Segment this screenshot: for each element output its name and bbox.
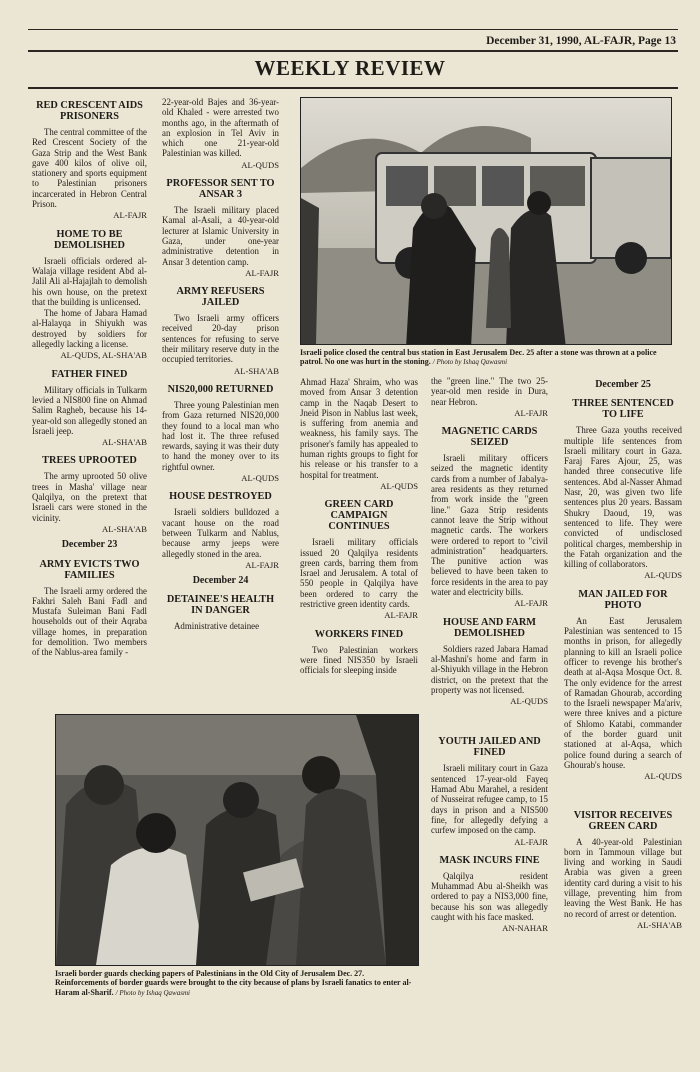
headline-three-sentenced: THREE SENTENCED TO LIFE [572,398,674,421]
article-text: The central committee of the Red Crescent Society of the Gaza Strip and the West Bank gave 400 kilos of olive oil, stationery and sports equipment to Palestinian prisoners incarcerated in Hebron Central Prison. [32,127,147,210]
source-credit: AL-FAJR [245,559,279,570]
article-text: Israeli military officers seized the magnetic identity cards from a number of Jabalya-area residents as they returned from work inside the "green line." Gaza Strip residents cannot leave the Strip without magnetic cards. The workers were ordered to report to "civil administration" headquarters. The punitive action was believed to have been taken to force residents in the area to pay water and electricity bills. [431,453,548,598]
article-text: Three young Palestinian men from Gaza returned NIS20,000 they found to a local man who had lost it. The three refused rewards, saying it was their duty to hand the money over to its rightful owner. [162,399,279,472]
border-guards-photo [55,714,419,966]
article-text: Qalqilya resident Muhammad Abu al-Sheikh was ordered to pay a NIS3,000 fine, because his son was allegedly caught with his face masked. [431,870,548,922]
article-text: The army uprooted 50 olive trees in Masha' village near Qalqilya, on the pretext that Israeli cars were stoned in the vicinity. [32,471,147,523]
border-guards-image [56,715,418,965]
bus-caption-text: Israeli police closed the central bus station in East Jerusalem Dec. 25 after a stone was thrown at a police patrol. No one was hurt in the stoning. [300,348,657,367]
article-text: The Israeli military placed Kamal al-Asali, a 40-year-old lecturer at Islamic University in Gaza, under one-year administrative detention in Ansar 3 detention camp. [162,205,279,267]
source-credit: AL-SHA'AB [637,919,682,930]
article-text: The Israeli army ordered the Fakhri Saleh Bani Fadl and Mustafa Suleiman Bani Fadl households out of their Aqraba village homes, in preparation for demolition. Two members of the Nablus-area family - [32,585,147,658]
headline-army-refusers: ARMY REFUSERS JAILED [176,286,265,309]
source-credit: AL-FAJR [384,610,418,621]
article-text: Military officials in Tulkarm levied a NIS800 fine on Ahmad Salim Ragheb, because his 14-year-old son allegedly stoned an Israeli jeep. [32,384,147,436]
date-heading: December 25 [595,379,651,390]
bus-photo-caption [300,348,672,368]
top-rule [28,29,678,30]
source-credit: AL-FAJR [113,210,147,221]
date-heading: December 24 [192,575,249,587]
article-text: Israeli military court in Gaza sentenced 17-year-old Fayeq Hamad Abu Marahel, a resident of Nusseirat refugee camp, to 15 days in prison and a NIS500 fine, for allegedly defying a curfew imposed on the camp. [431,763,548,836]
article-text: Two Palestinian workers were fined NIS350 by Israeli officials for sleeping inside [300,644,418,676]
source-credit: AL-SHA'AB [102,523,147,534]
headline-red-crescent: RED CRESCENT AIDS PRISONERS [36,100,143,122]
headline-house-farm: HOUSE AND FARM DEMOLISHED [442,616,537,639]
title-rule [28,87,678,89]
article-text: Administrative detainee [174,621,260,632]
source-credit: AL-FAJR [514,598,548,609]
source-credit: AL-QUDS [380,480,418,491]
article-text: A 40-year-old Palestinian born in Tammoun village but living and working in Saudi Arabia was given a green identity card during a visit to his village, preventing him from leaving the West Bank. He has no record of arrest or detention. [564,836,682,919]
bus-station-image [301,98,671,344]
headline-mask-fine: MASK INCURS FINE [439,854,540,866]
source-credit: AL-FAJR [245,267,279,278]
article-text: Israeli officials ordered al-Walaja village resident Abd al-Jalil Ali al-Hajajlah to demolish his own house, on the pretext that the building is unlicensed. [32,255,147,307]
headline-magnetic-cards: MAGNETIC CARDS SEIZED [441,426,538,449]
source-credit: AL-SHA'AB [102,437,147,448]
source-credit: AL-QUDS [644,570,682,581]
column-2 [162,97,279,709]
article-text: Israeli soldiers bulldozed a vacant house on the road between Tulkarm and Nablus, because army jeeps were allegedly stoned in the area. [162,507,279,559]
article-text: Two Israeli army officers received 20-day prison sentences for refusing to serve their military reserve duty in the occupied territories. [162,313,279,365]
date-heading: December 23 [61,539,118,551]
column-5 [564,374,682,999]
guards-photo-credit: / Photo by Ishaq Qawasmi [115,988,190,997]
article-text: The home of Jabara Hamad al-Halayqa in Shiyukh was destroyed by soldiers for allegedly lacking a license. [32,308,147,350]
source-credit: AL-QUDS [241,159,279,170]
page-dateline: December 31, 1990, AL-FAJR, Page 13 [486,35,676,47]
guards-caption-text: Israeli border guards checking papers of Palestinians in the Old City of Jerusalem Dec. 27. Reinforcements of border guards were brought to the city because of plans by Israeli fanatics to enter al-Haram al-Sharif. [55,969,412,997]
headline-man-jailed-photo: MAN JAILED FOR PHOTO [578,588,668,611]
article-text: Three Gaza youths received multiple life sentences from Israeli military court in Gaza. Faraj Fares Ajour, 25, was handed three consecutive life sentences. Abd al-Nasser Ahmad Nasr, 20, was given two life sentences plus 20 years. Bassam Shukry Daoud, 19, was sentenced to life. They were convicted of undisclosed political charges, membership in the Fatah organization and the killing of collaborators. [564,425,682,570]
source-credit: AL-FAJR [514,836,548,847]
headline-house-destroyed: HOUSE DESTROYED [169,491,272,503]
article-text: Israeli military officials issued 20 Qalqilya residents green cards, barring them from Israel and Jerusalem. A total of 550 people in Qalqilya have been ordered to carry the restrictive green identity cards. [300,537,418,610]
headline-youth-jailed: YOUTH JAILED AND FINED [438,736,541,759]
headline-trees-uprooted: TREES UPROOTED [42,455,137,467]
guards-photo-caption [55,969,417,998]
column-4 [431,376,548,1041]
source-credit: AL-FAJR [514,407,548,418]
headline-detainee-health: DETAINEE'S HEALTH IN DANGER [166,594,275,617]
source-credit: AL-QUDS [241,473,279,484]
article-text: Ahmad Haza' Shraim, who was moved from Ansar 3 detention camp in the Naqab Desert to Jneid Pison in Nablus last week, is suffering from anemia and weakness, his family says. The prisoner's family has appealed to human rights groups to fight for his release or his transfer to a hospital for treatment. [300,377,418,480]
headline-professor-sent: PROFESSOR SENT TO ANSAR 3 [166,178,275,201]
headline-father-fined: FATHER FINED [51,368,128,380]
article-text: Soldiers razed Jabara Hamad al-Mashni's home and farm in al-Shiyukh village in the Hebron district, on the pretext that the property was not licensed. [431,643,548,695]
headline-green-card-campaign: GREEN CARD CAMPAIGN CONTINUES [324,499,394,533]
source-credit: AL-QUDS [644,771,682,782]
source-credit: AN-NAHAR [502,923,548,934]
article-text: 22-year-old Bajes and 36-year-old Khaled - were arrested two months ago, in the aftermath of an explosion in Tel Aviv in which one 21-year-old Palestinian was killed. [162,97,279,159]
header-rule [28,50,678,52]
article-text: the "green line." The two 25-year-old men reside in Dura, near Hebron. [431,376,548,407]
section-title: WEEKLY REVIEW [254,56,446,80]
source-credit: AL-SHA'AB [234,365,279,376]
headline-nis-returned: NIS20,000 RETURNED [167,383,274,395]
headline-visitor-green-card: VISITOR RECEIVES GREEN CARD [573,809,673,832]
column-3 [300,377,418,710]
article-text: An East Jerusalem Palestinian was sentenced to 15 months in prison, for allegedly planning to kill an Israeli police officer to revenge his brother's death at al-Aqsa Mosque Oct. 8. The only evidence for the arrest of Ramadan Ghourab, according to the Israeli newspaper Ma'ariv, were three knives and a picture of Shlomo Katabi, commander of the border guard unit stationed at al-Aqsa, which police found during a search of Ghourab's house. [564,615,682,770]
source-credit: AL-QUDS [510,696,548,707]
bus-station-photo [300,97,672,345]
headline-army-evicts: ARMY EVICTS TWO FAMILIES [39,558,140,581]
source-credit: AL-QUDS, AL-SHA'AB [60,350,147,361]
column-1 [32,92,147,692]
headline-home-demolished: HOME TO BE DEMOLISHED [54,228,125,251]
bus-photo-credit: / Photo by Ishaq Qawasmi [432,358,508,367]
headline-workers-fined: WORKERS FINED [314,628,404,640]
